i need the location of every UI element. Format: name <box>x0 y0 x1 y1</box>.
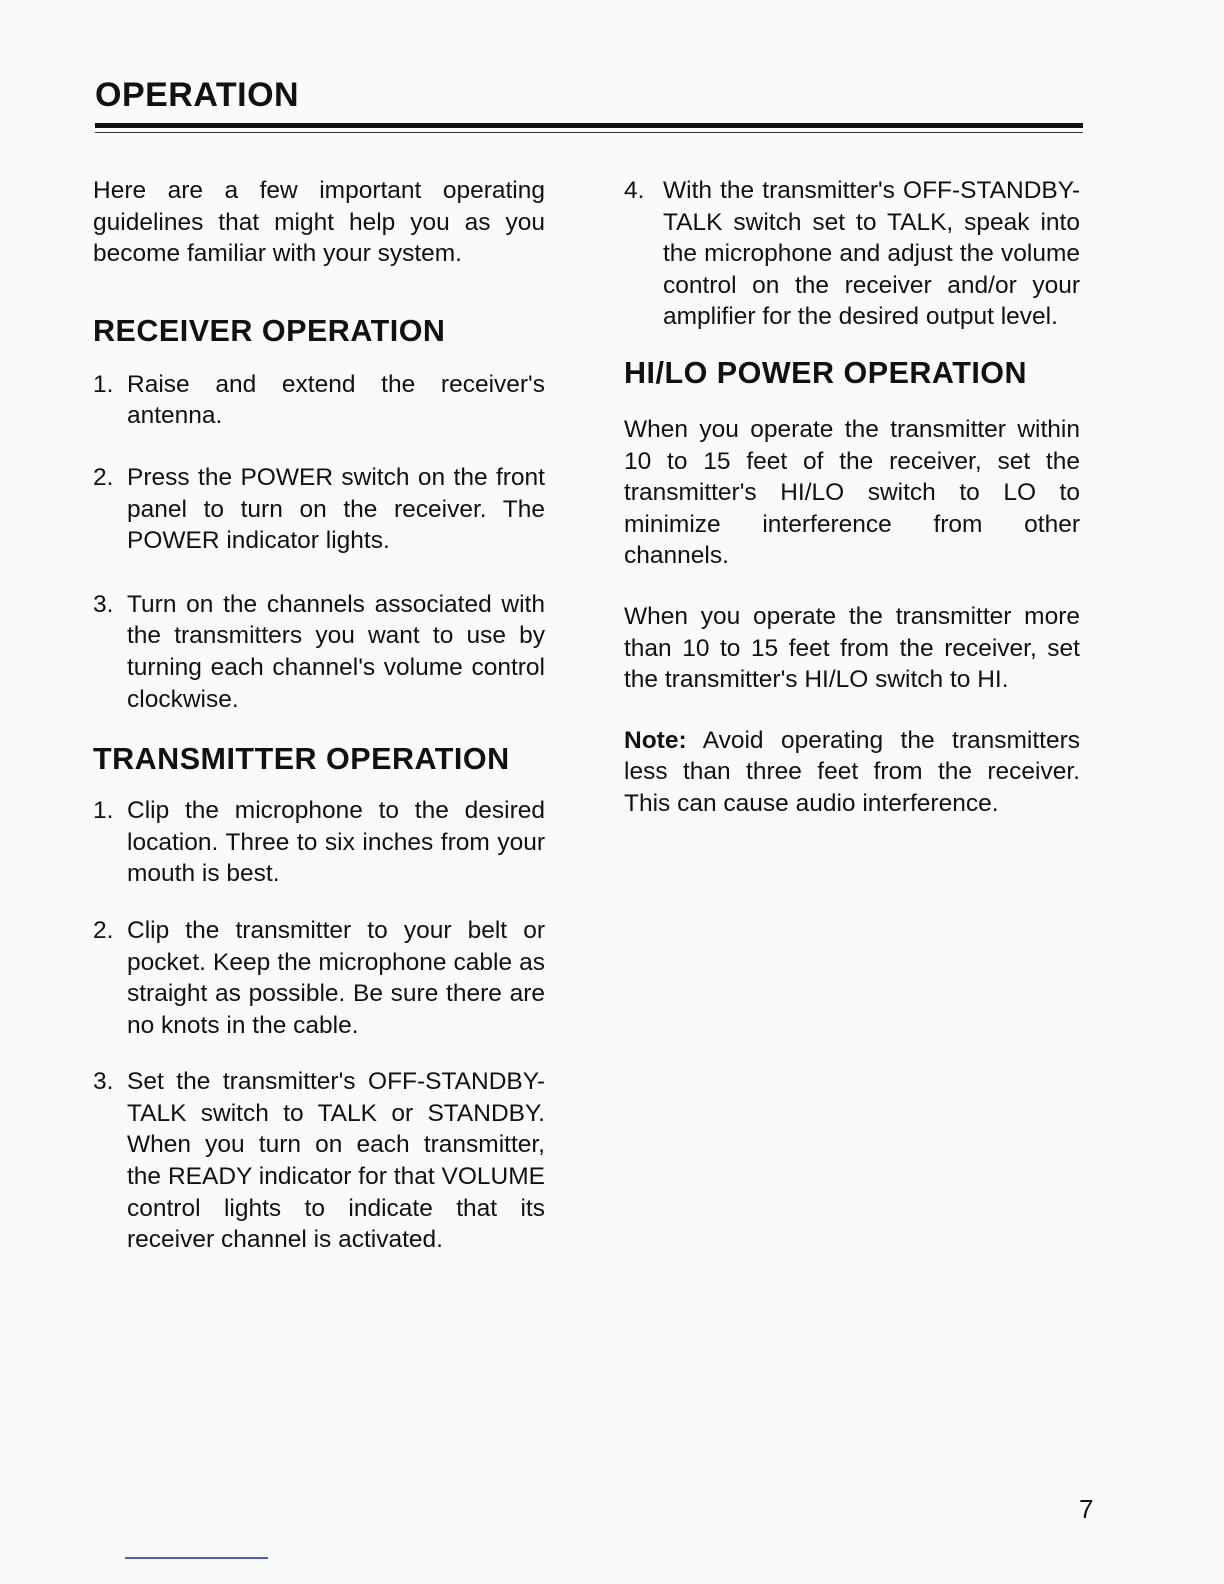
hilo-paragraph-2: When you operate the transmitter more than 10 to 15 feet from the receiver, set the transmitter's HI/LO switch to HI. <box>624 602 1080 694</box>
transmitter-step-2 <box>93 915 545 1041</box>
intro-paragraph: Here are a few important operating guidelines that might help you as you become familiar with your system. <box>93 177 545 268</box>
transmitter-step-4 <box>624 175 1080 333</box>
step-text: With the transmitter's OFF-STANDBY-TALK switch set to TALK, speak into the microphone and adjust the volume control on the receiver and/or your amplifier for the desired output level. <box>663 177 1080 331</box>
step-text: Raise and extend the receiver's antenna. <box>127 370 545 430</box>
step-text: Turn on the channels associated with the transmitters you want to use by turning each channel's volume control clockwise. <box>127 590 545 713</box>
title-rule-thick <box>95 123 1083 128</box>
page-title: OPERATION <box>95 76 300 114</box>
step-text: Press the POWER switch on the front panel to turn on the receiver. The POWER indicator lights. <box>127 463 545 555</box>
footer-line <box>125 1557 268 1559</box>
left-column <box>93 175 545 1256</box>
step-text: Set the transmitter's OFF-STANDBY-TALK switch to TALK or STANDBY. When you turn on each transmitter, the READY indicator for that VOLUME control lights to indicate that its receiver channel is activated. <box>127 1068 545 1254</box>
receiver-step-3 <box>93 589 545 715</box>
step-number: 3. <box>93 1068 114 1096</box>
page-number: 7 <box>1079 1494 1094 1524</box>
note-text: Avoid operating the transmitters less than three feet from the receiver. This can cause audio interference. <box>624 726 1080 817</box>
hilo-heading: HI/LO POWER OPERATION <box>624 355 1028 390</box>
title-rule-thin <box>95 132 1083 133</box>
step-number: 2. <box>93 916 114 944</box>
transmitter-heading: TRANSMITTER OPERATION <box>93 742 510 777</box>
right-column <box>624 175 1080 820</box>
step-number: 1. <box>93 370 114 398</box>
transmitter-step-1 <box>93 795 545 890</box>
receiver-step-2 <box>93 462 545 557</box>
hilo-paragraph-1: When you operate the transmitter within 10 to 15 feet of the receiver, set the transmitter's HI/LO switch to LO to minimize interference from other channels. <box>624 415 1080 570</box>
step-number: 3. <box>93 590 114 618</box>
step-number: 1. <box>93 797 114 825</box>
step-text: Clip the microphone to the desired location. Three to six inches from your mouth is best. <box>127 797 545 888</box>
note-label: Note: <box>624 726 687 754</box>
receiver-heading: RECEIVER OPERATION <box>93 313 446 348</box>
transmitter-step-3 <box>93 1066 545 1256</box>
step-number: 4. <box>624 177 645 204</box>
step-number: 2. <box>93 463 114 491</box>
note-paragraph <box>624 725 1080 820</box>
receiver-step-1 <box>93 369 545 432</box>
step-text: Clip the transmitter to your belt or pocket. Keep the microphone cable as straight as possible. Be sure there are no knots in the cable. <box>127 916 545 1039</box>
